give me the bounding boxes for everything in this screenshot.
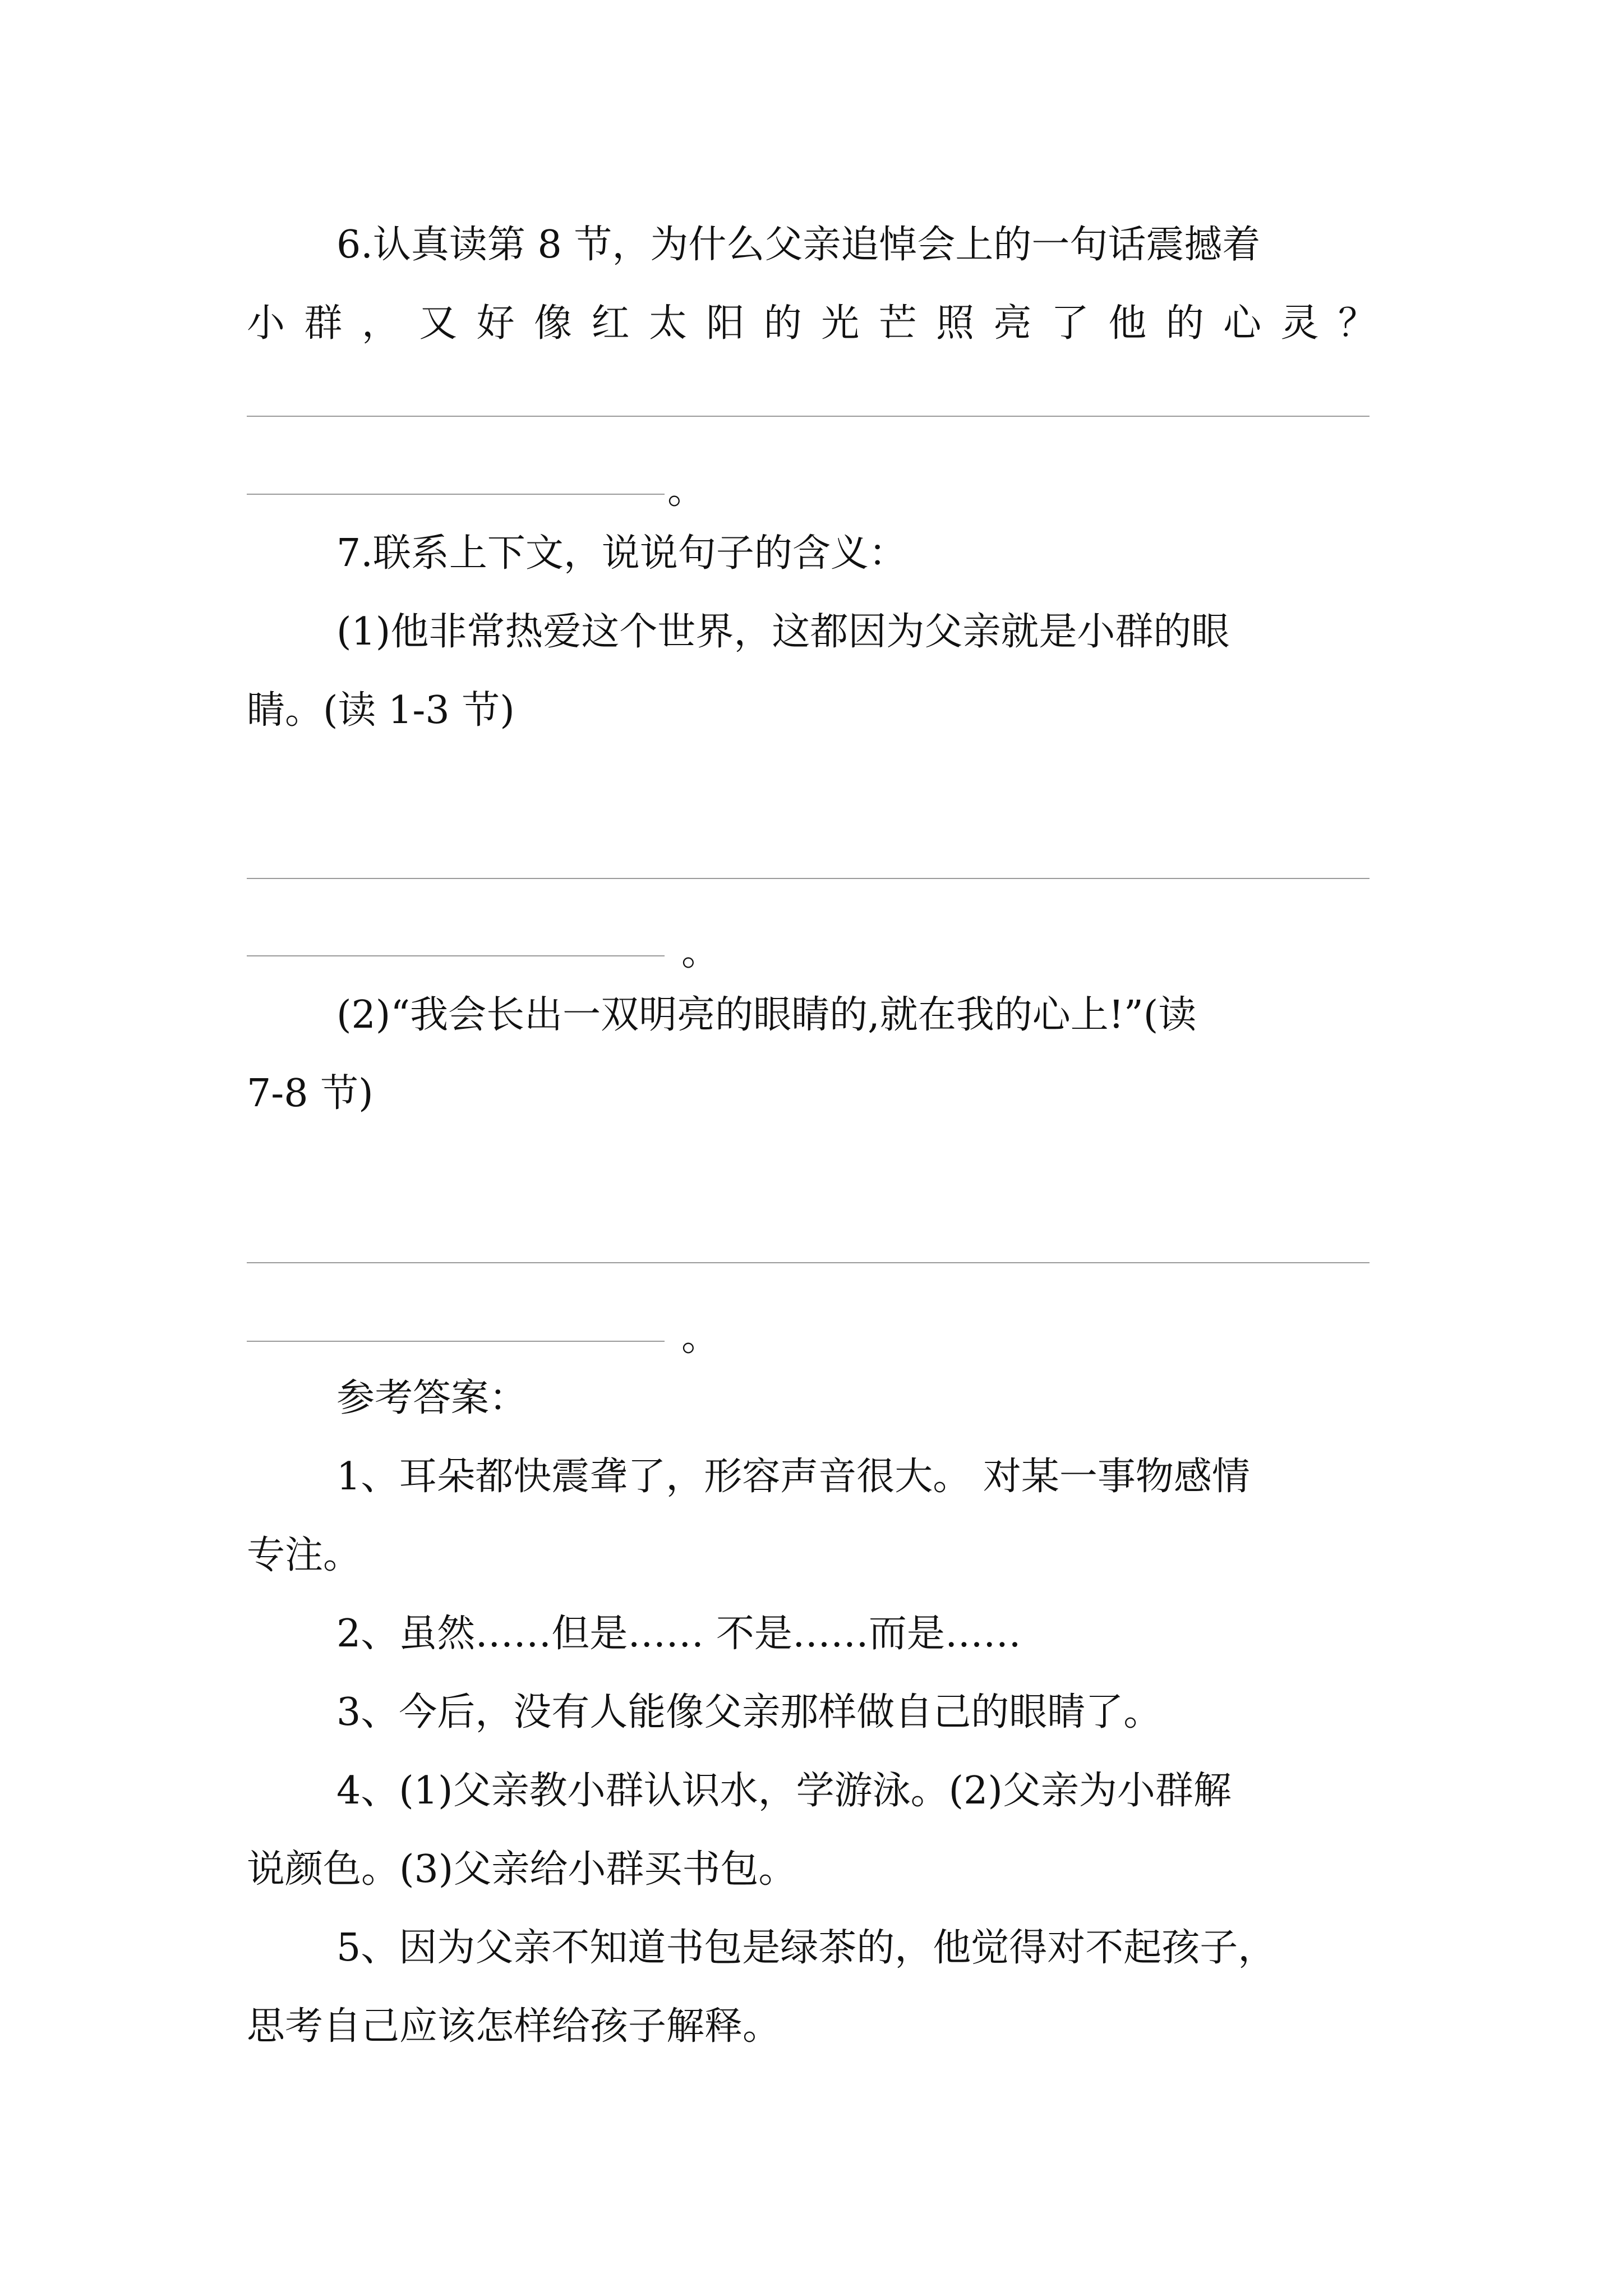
question-7-sub-1-line-1: (1)他非常热爱这个世界，这都因为父亲就是小群的眼	[336, 610, 1230, 654]
question-6-line-1: 6.认真读第 8 节，为什么父亲追悼会上的一句话震撼着	[336, 223, 1261, 267]
answer-2-line-1: 2、虽然……但是…… 不是……而是……	[336, 1612, 1021, 1656]
answer-period: 。	[681, 930, 720, 974]
answer-blank-line	[247, 416, 1370, 417]
answer-blank-line-short	[247, 955, 665, 956]
answer-blank-line	[247, 1262, 1370, 1263]
question-7-intro: 7.联系上下文，说说句子的含义：	[336, 531, 907, 576]
answer-4-line-2: 说颜色。(3)父亲给小群买书包。	[247, 1847, 797, 1892]
answer-blank-line-short	[247, 494, 665, 495]
answer-period: 。	[667, 468, 706, 513]
question-7-sub-1-line-2: 睛。(读 1-3 节)	[247, 688, 515, 733]
answer-1-line-2: 专注。	[247, 1533, 362, 1577]
answer-3-line-1: 3、今后，没有人能像父亲那样做自己的眼睛了。	[336, 1690, 1162, 1734]
question-6-line-2: 小群，又好像红太阳的光芒照亮了他的心灵？	[247, 301, 1376, 346]
question-7-sub-2-line-2: 7-8 节)	[247, 1071, 374, 1116]
answers-heading: 参考答案：	[336, 1376, 528, 1420]
answer-period: 。	[681, 1315, 720, 1360]
answer-blank-line-short	[247, 1341, 665, 1342]
answer-4-line-1: 4、(1)父亲教小群认识水，学游泳。(2)父亲为小群解	[336, 1769, 1232, 1813]
question-7-sub-2-line-1: (2)“我会长出一双明亮的眼睛的,就在我的心上!”(读	[336, 993, 1197, 1037]
answer-5-line-2: 思考自己应该怎样给孩子解释。	[247, 2004, 781, 2049]
answer-5-line-1: 5、因为父亲不知道书包是绿茶的，他觉得对不起孩子，	[336, 1926, 1276, 1970]
answer-1-line-1: 1、耳朵都快震聋了，形容声音很大。 对某一事物感情	[336, 1455, 1250, 1499]
answer-blank-line	[247, 878, 1370, 879]
